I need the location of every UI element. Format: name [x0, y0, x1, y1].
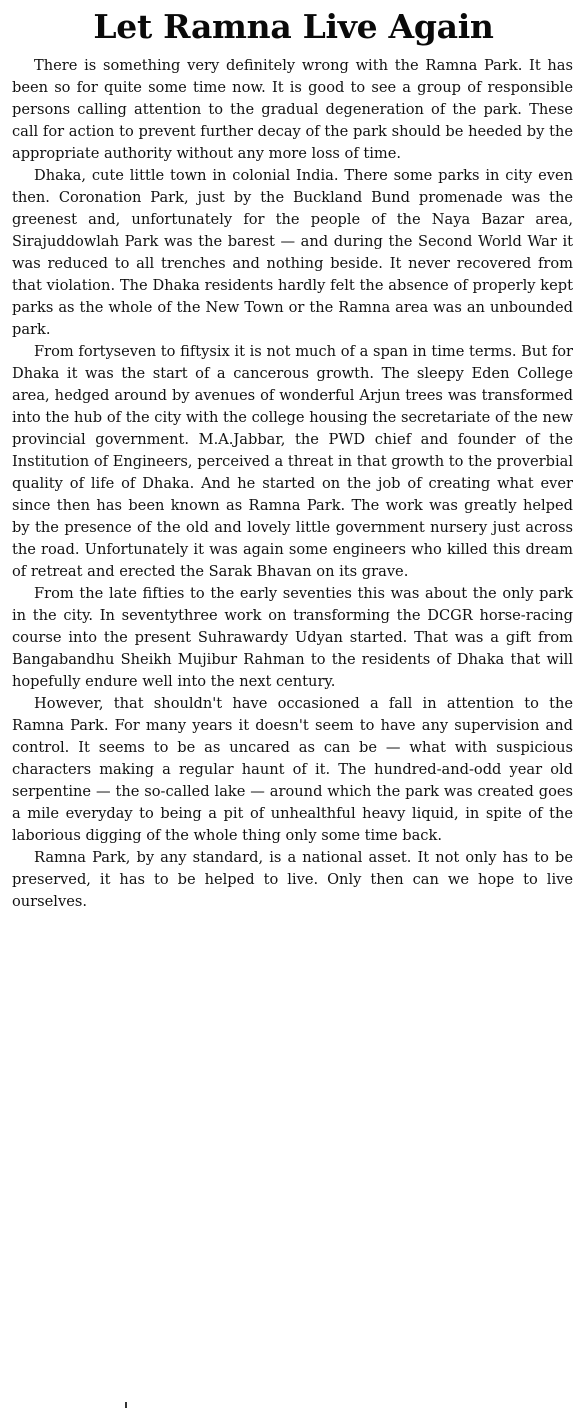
paragraph-5: However, that shouldn't have occasioned a fall in attention to the Ramna Park. For many years it doesn't seem to have any supervision and control. It seems to be as uncared as can be — what with suspicious characters making a regular haunt of it. The hundred-and-odd year old serpentine — the so-called lake — around which the park was created goes a mile everyday to being a pit of unhealthful heavy liquid, in spite of the laborious digging of the whole thing only some time back.: [12, 695, 573, 844]
paragraph-4: From the late fifties to the early seventies this was about the only park in the city. In seventythree work on transforming the DCGR horse-racing course into the present Suhrawardy Udyan started. That was a gift from Bangabandhu Sheikh Mujibur Rahman to the residents of Dhaka that will hopefully endure well into the next century.: [12, 585, 573, 690]
paragraph-6: Ramna Park, by any standard, is a national asset. It not only has to be preserved, it has to be helped to live. Only then can we hope to live ourselves.: [12, 849, 573, 910]
headline: Let Ramna Live Again: [93, 7, 494, 46]
print-speck: [125, 1402, 127, 1408]
article-body: [12, 55, 573, 913]
paragraph-1: There is something very definitely wrong with the Ramna Park. It has been so for quite some time now. It is good to see a group of responsible persons calling attention to the gradual degeneration of the park. These call for action to prevent further decay of the park should be heeded by the appropriate authority without any more loss of time.: [12, 57, 573, 162]
paragraph-2: Dhaka, cute little town in colonial India. There some parks in city even then. Coronation Park, just by the Buckland Bund promenade was the greenest and, unfortunately for the people of the Naya Bazar area, Sirajuddowlah Park was the barest — and during the Second World War it was reduced to all trenches and nothing beside. It never recovered from that violation. The Dhaka residents hardly felt the absence of properly kept parks as the whole of the New Town or the Ramna area was an unbounded park.: [12, 167, 573, 338]
paragraph-3: From fortyseven to fiftysix it is not much of a span in time terms. But for Dhaka it was the start of a cancerous growth. The sleepy Eden College area, hedged around by avenues of wonderful Arjun trees was transformed into the hub of the city with the college housing the secretariate of the new provincial government. M.A.Jabbar, the PWD chief and founder of the Institution of Engineers, perceived a threat in that growth to the proverbial quality of life of Dhaka. And he started on the job of creating what ever since then has been known as Ramna Park. The work was greatly helped by the presence of the old and lovely little government nursery just across the road. Unfortunately it was again some engineers who killed this dream of retreat and erected the Sarak Bhavan on its grave.: [12, 343, 573, 580]
